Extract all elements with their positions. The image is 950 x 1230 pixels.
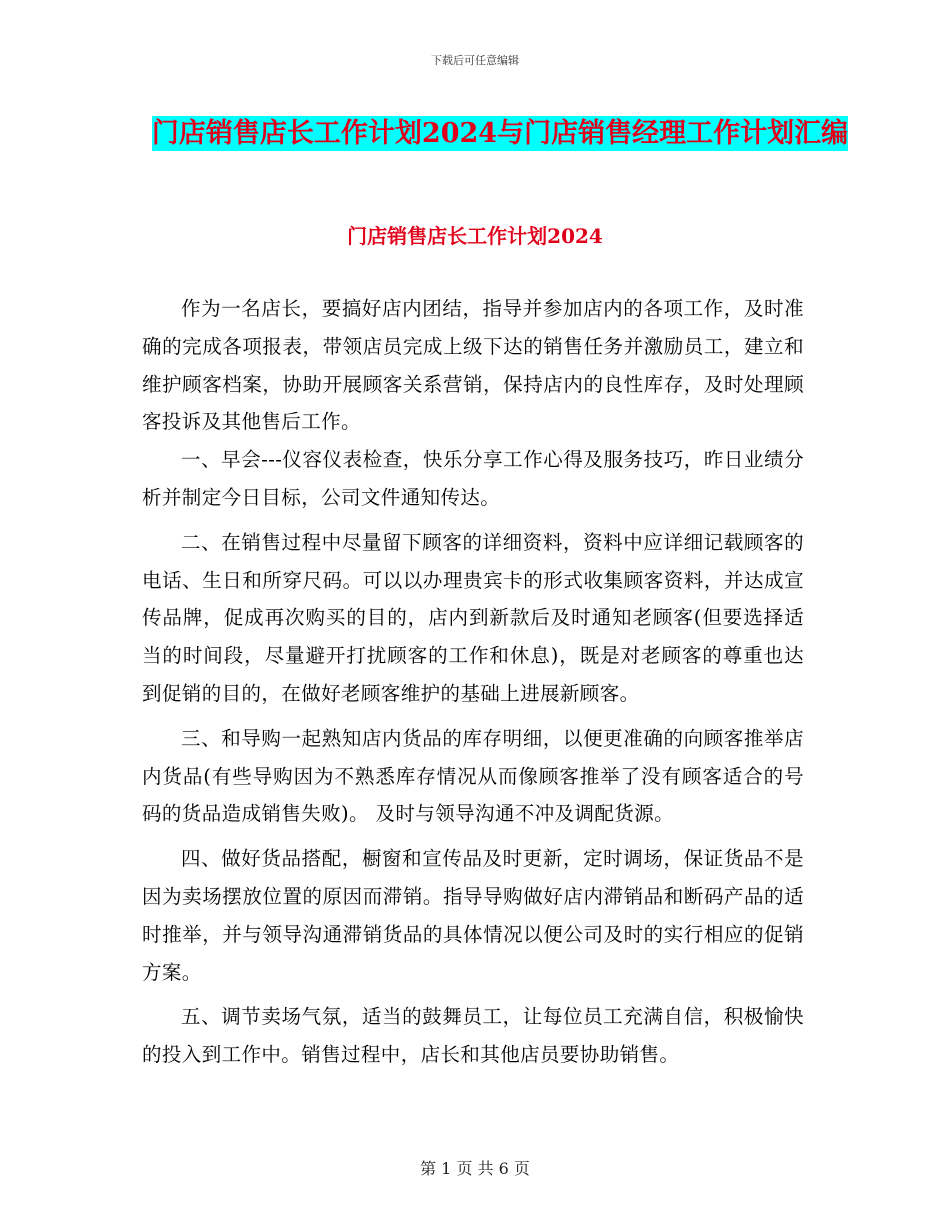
paragraph-item-2: 二、在销售过程中尽量留下顾客的详细资料，资料中应详细记载顾客的电话、生日和所穿尺码。可以以办理贵宾卡的形式收集顾客资料，并达成宣传品牌，促成再次购买的目的，店内到新款后及时通知老顾客(但要选择适当的时间段，尽量避开打扰顾客的工作和休息)，既是对老顾客的尊重也达到促销的目的，在做好老顾客维护的基础上进展新顾客。	[142, 530, 804, 705]
paragraph-item-5: 五、调节卖场气氛，适当的鼓舞员工，让每位员工充满自信，积极愉快的投入到工作中。销售过程中，店长和其他店员要协助销售。	[142, 1005, 804, 1067]
document-title	[140, 112, 860, 156]
paragraph-item-3: 三、和导购一起熟知店内货品的库存明细，以便更准确的向顾客推举店内货品(有些导购因为不熟悉库存情况从而像顾客推举了没有顾客适合的号码的货品造成销售失败)。 及时与领导沟通不冲及调配货源。	[142, 726, 804, 826]
paragraph-item-4: 四、做好货品搭配，橱窗和宣传品及时更新，定时调场，保证货品不是因为卖场摆放位置的原因而滞销。指导导购做好店内滞销品和断码产品的适时推举，并与领导沟通滞销货品的具体情况以便公司及时的实行相应的促销方案。	[142, 847, 804, 984]
page-footer: 第 1 页 共 6 页	[420, 1159, 530, 1178]
page-header-note: 下载后可任意编辑	[431, 54, 519, 67]
paragraph-item-1: 一、早会---仪容仪表检查，快乐分享工作心得及服务技巧，昨日业绩分析并制定今日目标，公司文件通知传达。	[142, 448, 804, 509]
section-title: 门店销售店长工作计划2024	[347, 224, 603, 248]
paragraph-intro: 作为一名店长，要搞好店内团结，指导并参加店内的各项工作，及时准确的完成各项报表，带领店员完成上级下达的销售任务并激励员工，建立和维护顾客档案，协助开展顾客关系营销，保持店内的良性库存，及时处理顾客投诉及其他售后工作。	[142, 297, 804, 434]
document-title-text: 门店销售店长工作计划2024与门店销售经理工作计划汇编	[151, 118, 849, 149]
document-body	[142, 290, 804, 1074]
